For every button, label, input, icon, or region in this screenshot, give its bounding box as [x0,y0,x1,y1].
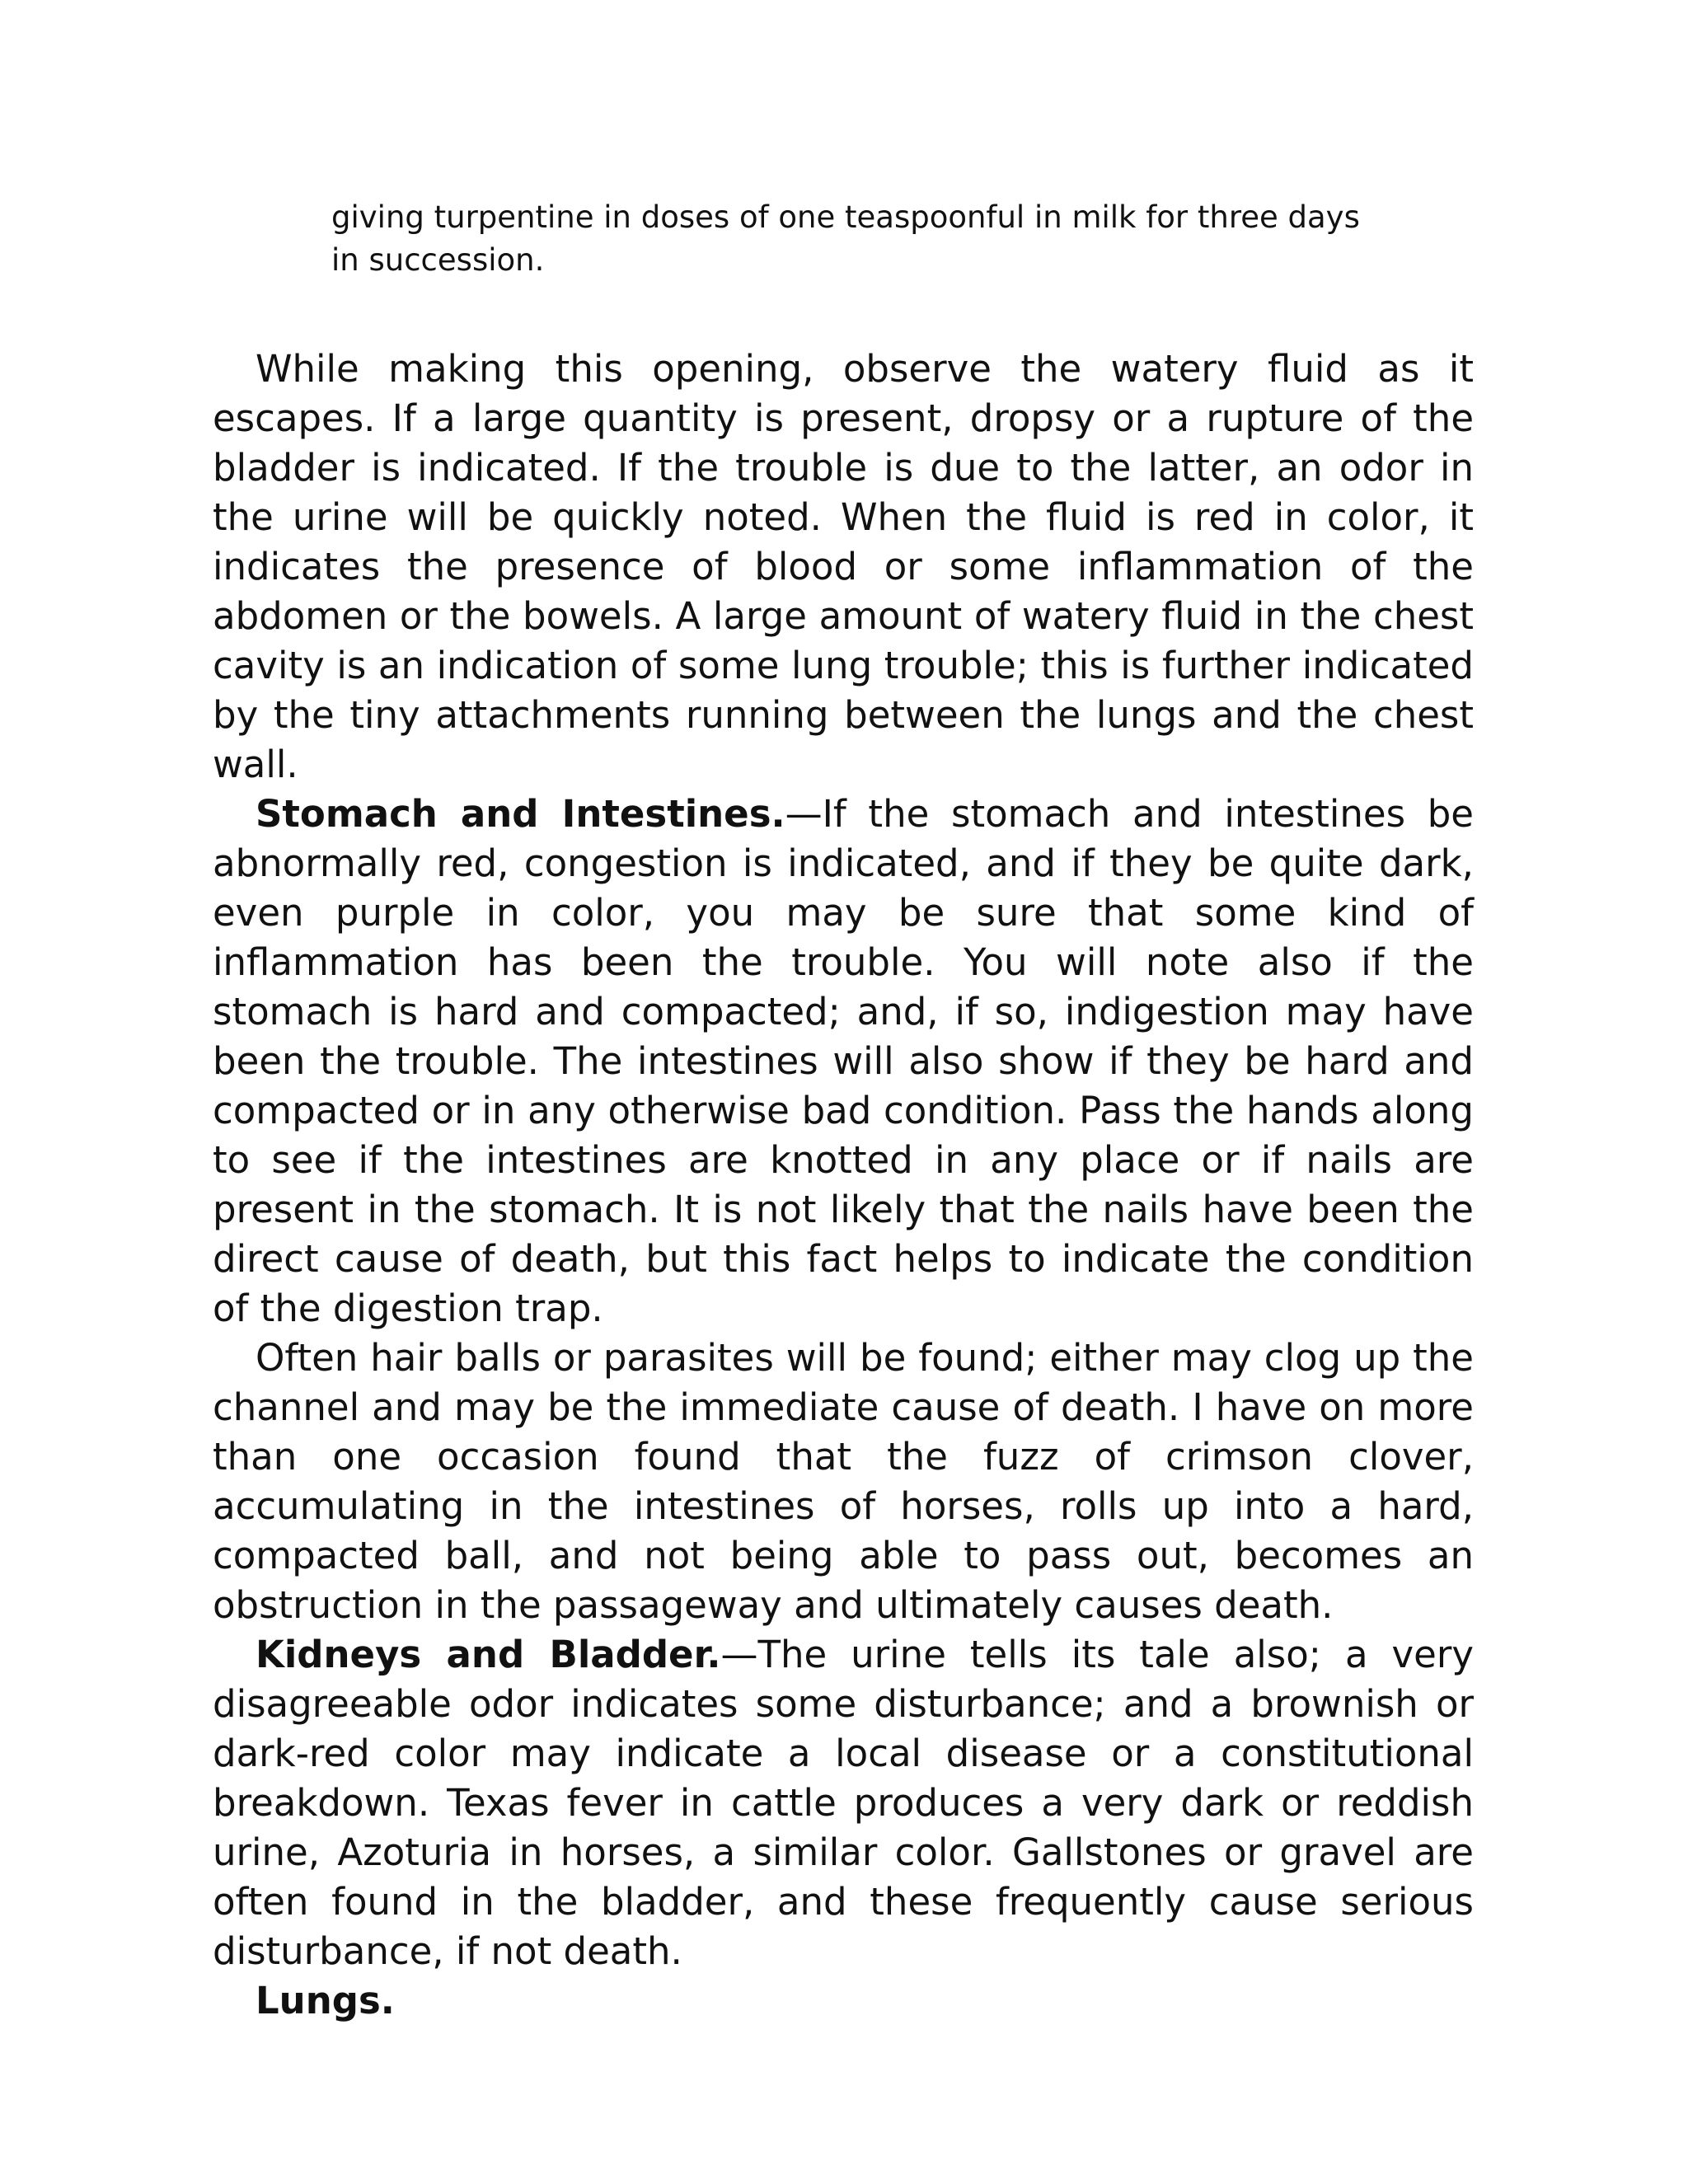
paragraph-kidneys-bladder [213,1630,1474,1976]
section-heading-kidneys-bladder: Kidneys and Bladder. [256,1633,721,1676]
section-heading-lungs: Lungs. [256,1979,395,2022]
paragraph-body: Often hair balls or parasites will be found; either may clog up the channel and may be the immediate cause of death. I have on more than one occasion found that the fuzz of crimson clover, accumulating in the intestines of horses, rolls up into a hard, compacted ball, and not being able to pass out, becomes an obstruction in the passageway and ultimately causes death. [213,1336,1474,1627]
paragraph-fluid-observation [213,344,1474,790]
paragraph-body: —The urine tells its tale also; a very disagreeable odor indicates some disturbance; and a brownish or dark-red color may indicate a local disease or a constitutional breakdown. Texas fever in cattle produces a very dark or reddish urine, Azoturia in horses, a similar color. Gallstones or gravel are often found in the bladder, and these frequently cause serious disturbance, if not death. [213,1633,1474,1973]
paragraph-body: While making this opening, observe the watery fluid as it escapes. If a large quantity is present, dropsy or a rupture of the bladder is indicated. If the trouble is due to the latter, an odor in the urine will be quickly noted. When the fluid is red in color, it indicates the presence of blood or some inflammation of the abdomen or the bowels. A large amount of watery fluid in the chest cavity is an indication of some lung trouble; this is further indicated by the tiny attachments running between the lungs and the chest wall. [213,347,1474,786]
section-heading-stomach-intestines: Stomach and Intestines. [256,792,785,836]
main-text [213,344,1474,2026]
indented-block: giving turpentine in doses of one teaspoonful in milk for three days in succession. [331,199,1360,278]
paragraph-stomach-intestines [213,790,1474,1333]
paragraph-hair-balls [213,1333,1474,1630]
paragraph-body: —If the stomach and intestines be abnormally red, congestion is indicated, and if they be quite dark, even purple in color, you may be sure that some kind of inflammation has been the trouble. You will note also if the stomach is hard and compacted; and, if so, indigestion may have been the trouble. The intestines will also show if they be hard and compacted or in any otherwise bad condition. Pass the hands along to see if the intestines are knotted in any place or if nails are present in the stomach. It is not likely that the nails have been the direct cause of death, but this fact helps to indicate the condition of the digestion trap. [213,792,1474,1330]
